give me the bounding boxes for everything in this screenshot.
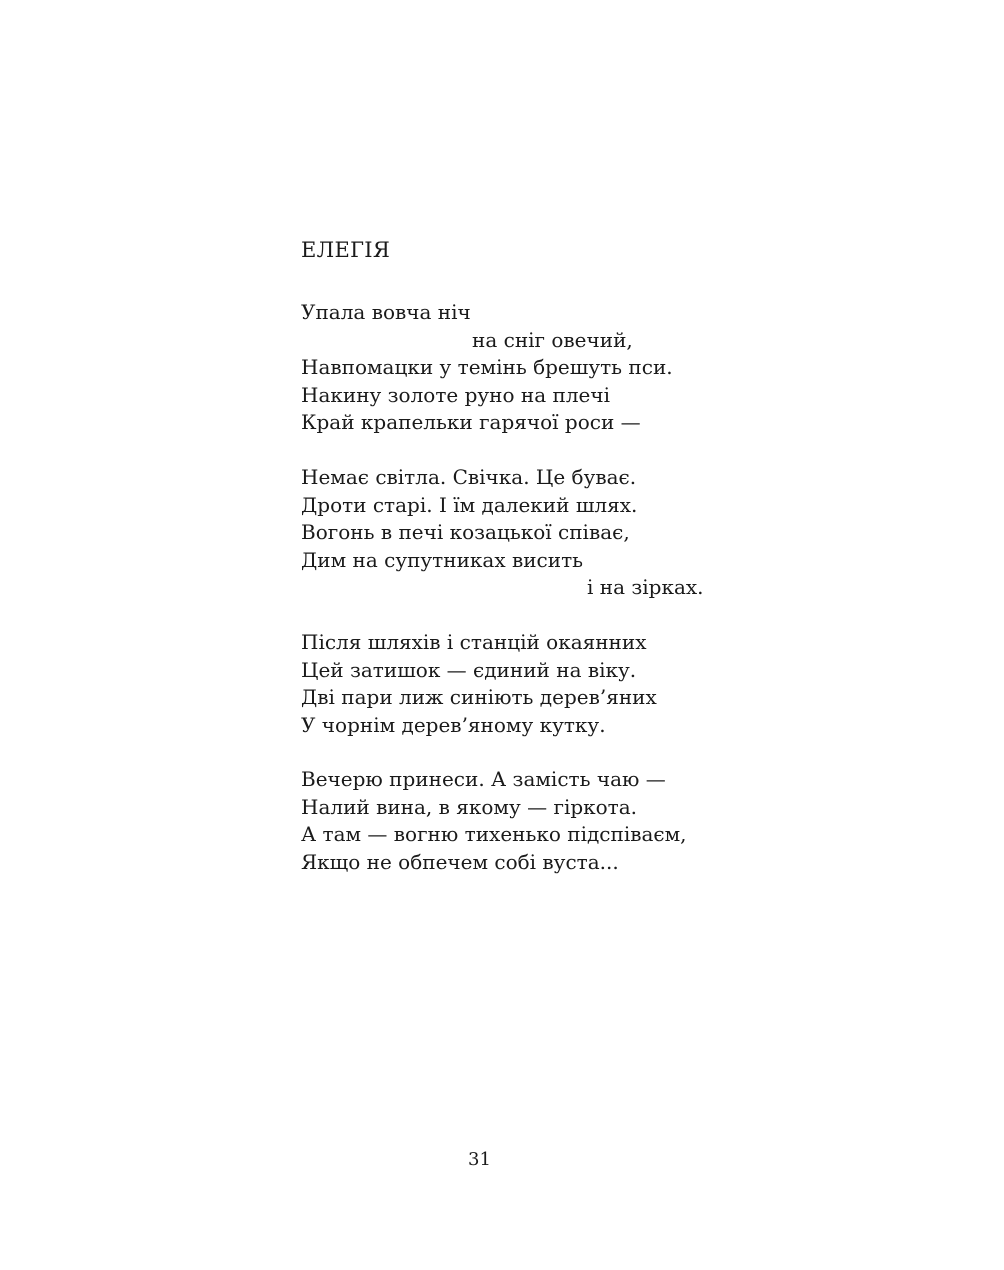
poem-line: Накину золоте руно на плечі: [301, 382, 611, 407]
poem-title: ЕЛЕГІЯ: [301, 238, 391, 262]
poem-line: Якщо не обпечем собі вуста...: [301, 849, 619, 874]
poem-line: Край крапельки гарячої роси —: [301, 410, 641, 434]
poem-line: Навпомацки у темінь брешуть пси.: [301, 355, 673, 379]
stanza-4: [301, 766, 801, 876]
poem-line: Вечерю принеси. А замість чаю —: [301, 767, 666, 791]
poem-line: Дві пари лиж синіють дерев’яних: [301, 685, 657, 709]
poem-line: на сніг овечий,: [472, 327, 633, 352]
poem-line: Упала вовча ніч: [301, 300, 471, 324]
poem-line: Цей затишок — єдиний на віку.: [301, 657, 637, 682]
poem-line: Після шляхів і станцій окаянних: [301, 630, 647, 654]
page-number: 31: [468, 1149, 491, 1170]
poem-line: У чорнім дерев’яному кутку.: [301, 712, 606, 737]
poem-line: Дим на супутниках висить: [301, 547, 584, 572]
poem-line: Налий вина, в якому — гіркота.: [301, 794, 638, 819]
poem-line: і на зірках.: [587, 575, 704, 599]
stanza-2: [301, 464, 801, 602]
poem-line: А там — вогню тихенько підспіваєм,: [301, 822, 687, 846]
stanza-3: [301, 629, 801, 739]
poem-line: Дроти старі. І їм далекий шлях.: [301, 492, 638, 517]
poem-line: Вогонь в печі козацької співає,: [301, 520, 630, 544]
stanza-1: [301, 299, 801, 437]
poem-line: Немає світла. Свічка. Це буває.: [301, 465, 637, 489]
